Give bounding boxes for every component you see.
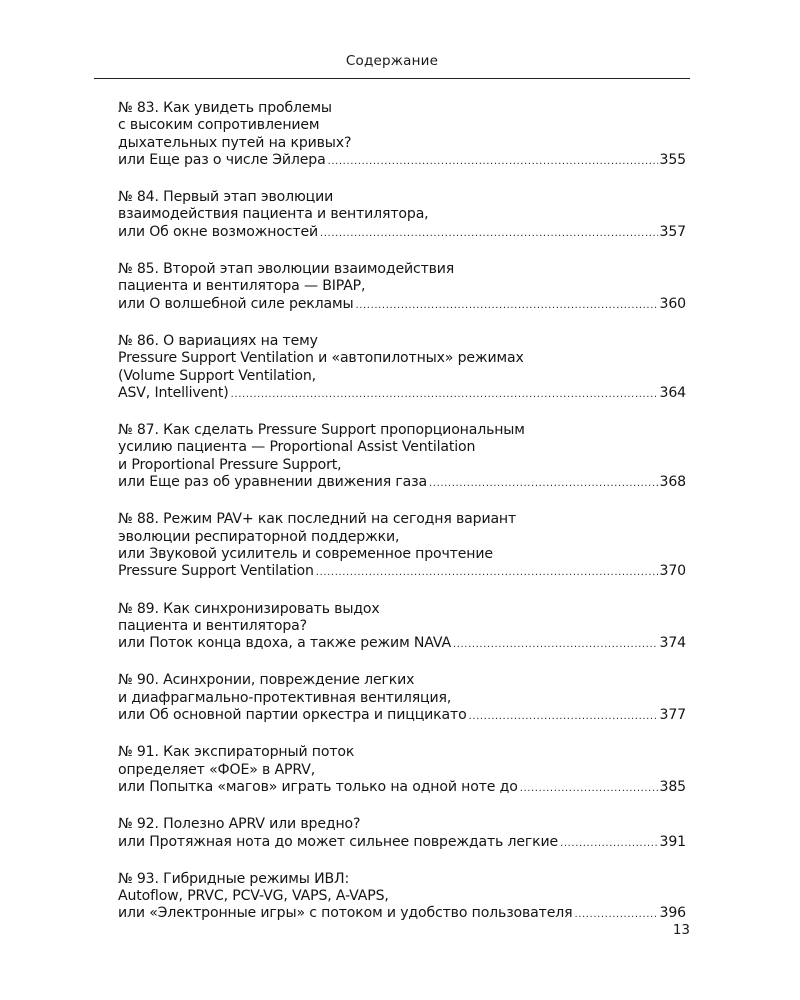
dot-leader — [520, 780, 658, 797]
toc-entry-text: или Еще раз об уравнении движения газа — [118, 474, 428, 491]
toc-entry-line: № 89. Как синхронизировать выдох — [118, 600, 380, 617]
toc-entry-page: 385 — [659, 778, 686, 795]
toc-entry-line: дыхательных путей на кривых? — [118, 134, 352, 151]
toc-entry-page: 360 — [659, 295, 686, 312]
toc-entry[interactable] — [118, 871, 686, 924]
toc-entry-page: 368 — [659, 474, 686, 491]
toc-entry-text: Pressure Support Ventilation — [118, 563, 314, 580]
dot-leader — [231, 386, 658, 403]
dot-leader — [560, 835, 657, 852]
dot-leader — [320, 225, 658, 242]
toc-entry-line: с высоким сопротивлением — [118, 117, 320, 134]
toc-entry-line: № 83. Как увидеть проблемы — [118, 100, 332, 116]
toc-entry-page: 357 — [659, 223, 686, 240]
toc-entry-page: 370 — [659, 563, 686, 580]
toc-entry-line: № 86. О вариациях на тему — [118, 332, 318, 349]
toc-entry-line: № 88. Режим PAV+ как последний на сегодня вариант — [118, 511, 517, 528]
toc-entry-last-line — [118, 707, 686, 725]
toc-entry-line: и диафрагмально-протективная вентиляция, — [118, 689, 452, 706]
running-head-title: Содержание — [345, 53, 439, 69]
toc-entry-text: или Поток конца вдоха, а также режим NAVA — [118, 635, 451, 652]
toc-entry-last-line — [118, 296, 686, 314]
toc-entry-last-line — [118, 385, 686, 403]
dot-leader — [469, 708, 658, 725]
toc-entry-page: 355 — [659, 151, 686, 168]
toc-entry-last-line — [118, 152, 686, 170]
toc-entry-last-line — [118, 834, 686, 852]
dot-leader — [355, 297, 657, 314]
dot-leader — [328, 153, 658, 170]
toc-entry-text: или Протяжная нота до может сильнее повреждать легкие — [118, 833, 559, 850]
toc-entry-last-line — [118, 779, 686, 797]
toc-entry[interactable] — [118, 672, 686, 725]
toc-entry-line: № 84. Первый этап эволюции — [118, 189, 334, 206]
toc-entry-line: № 91. Как экспираторный поток — [118, 744, 355, 761]
toc-entry-text: или Еще раз о числе Эйлера — [118, 151, 326, 168]
toc-entry-text: или «Электронные игры» с потоком и удобство пользователя — [118, 905, 573, 922]
toc-entry-line: и Proportional Pressure Support, — [118, 456, 342, 473]
toc-entry[interactable] — [118, 261, 686, 314]
toc-entry-line: определяет «ФОЕ» в APRV, — [118, 761, 316, 778]
toc-entry-last-line — [118, 224, 686, 242]
toc-entry-line: усилию пациента — Proportional Assist Ventilation — [118, 439, 476, 456]
toc-entry-line: № 90. Асинхронии, повреждение легких — [118, 672, 415, 689]
dot-leader — [429, 475, 658, 492]
toc-entry[interactable] — [118, 744, 686, 797]
toc-entry-line: пациента и вентилятора? — [118, 617, 307, 634]
toc-entry-last-line — [118, 905, 686, 923]
toc-entry[interactable] — [118, 333, 686, 403]
toc-entry-line: Autoflow, PRVC, PCV-VG, VAPS, A-VAPS, — [118, 888, 389, 905]
toc-entry-line: или Звуковой усилитель и современное прочтение — [118, 545, 493, 562]
toc-entry-line: (Volume Support Ventilation, — [118, 367, 317, 384]
toc-entry-page: 391 — [659, 833, 686, 850]
toc-entry[interactable] — [118, 601, 686, 654]
toc-entry-line: эволюции респираторной поддержки, — [118, 528, 400, 545]
toc-entry-page: 396 — [659, 905, 686, 922]
dot-leader — [453, 636, 658, 653]
toc-entry-line: пациента и вентилятора — BIPAP, — [118, 278, 366, 295]
toc-entry-line: Pressure Support Ventilation и «автопилотных» режимах — [118, 350, 524, 367]
toc-entry-last-line — [118, 635, 686, 653]
toc-entry-page: 377 — [659, 707, 686, 724]
header-divider — [94, 78, 690, 79]
toc-entry-last-line — [118, 563, 686, 581]
toc-entry[interactable] — [118, 816, 686, 852]
toc-entry-line: № 85. Второй этап эволюции взаимодействия — [118, 261, 455, 278]
toc-entry[interactable] — [118, 189, 686, 242]
toc-entry-page: 374 — [659, 635, 686, 652]
page-number: 13 — [672, 922, 690, 938]
toc-entry-page: 364 — [659, 384, 686, 401]
toc-entry[interactable] — [118, 100, 686, 170]
toc-entry[interactable] — [118, 422, 686, 492]
toc-entry-line: взаимодействия пациента и вентилятора, — [118, 206, 429, 223]
toc-entry-text: или Об окне возможностей — [118, 223, 318, 240]
toc-entry-last-line — [118, 474, 686, 492]
toc-entry-line: № 93. Гибридные режимы ИВЛ: — [118, 870, 350, 887]
toc-entry[interactable] — [118, 511, 686, 581]
toc-entry-line: № 92. Полезно APRV или вредно? — [118, 816, 361, 833]
dot-leader — [316, 564, 658, 581]
toc-entry-line: № 87. Как сделать Pressure Support пропорциональным — [118, 422, 525, 439]
toc-entry-text: или О волшебной силе рекламы — [118, 295, 354, 312]
toc-entry-text: ASV, Intellivent) — [118, 384, 229, 401]
table-of-contents — [118, 100, 686, 943]
toc-entry-text: или Попытка «магов» играть только на одной ноте до — [118, 778, 518, 795]
toc-entry-text: или Об основной партии оркестра и пиццикато — [118, 707, 467, 724]
